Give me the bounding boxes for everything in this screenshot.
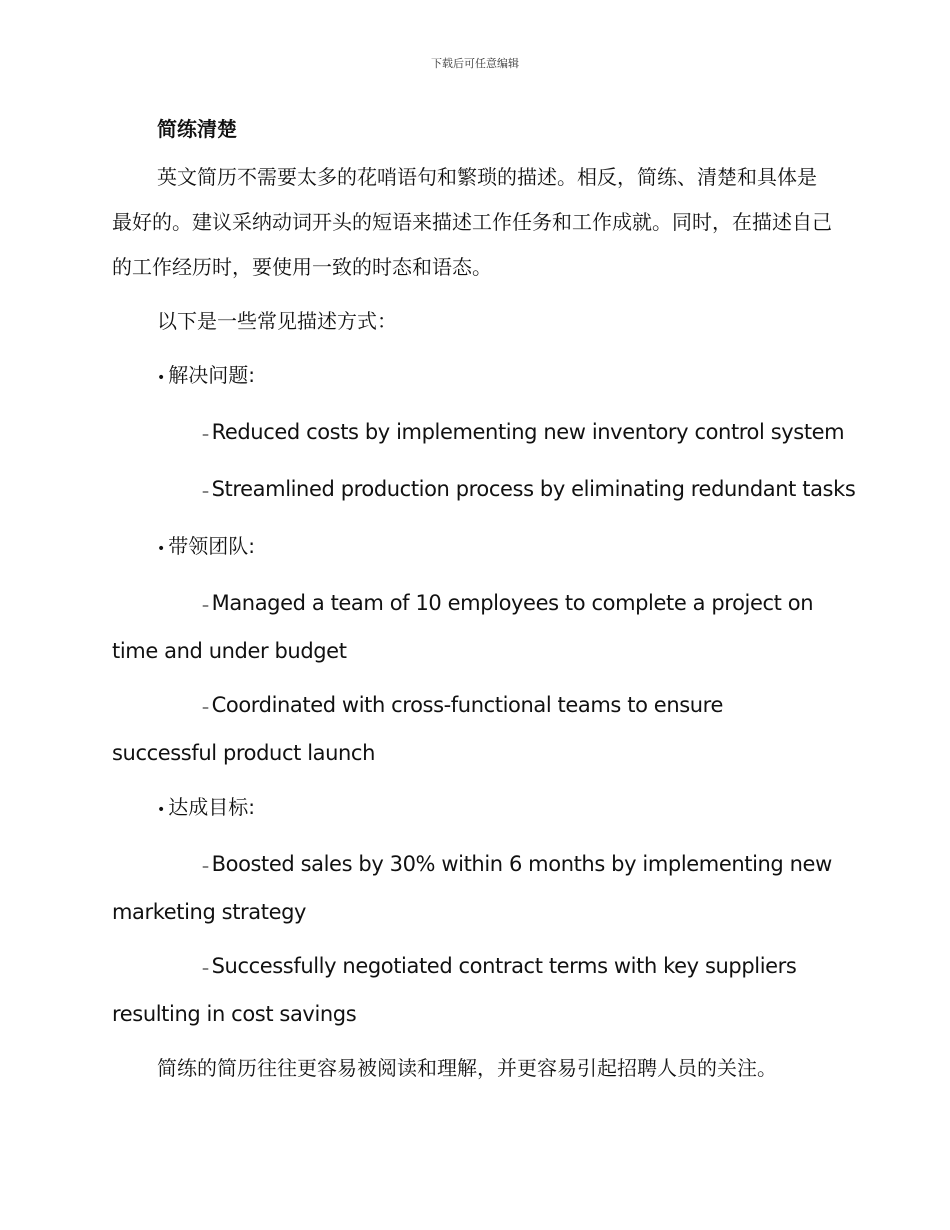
bullet-dot-icon: • bbox=[157, 541, 166, 557]
dash-bullet-icon: – bbox=[202, 598, 209, 614]
dash-bullet-icon: – bbox=[202, 859, 209, 875]
list-item: – Boosted sales by 30% within 6 months by implementing new marketing strategy bbox=[112, 842, 832, 935]
dash-bullet-icon: – bbox=[202, 961, 209, 977]
list-item: – Managed a team of 10 employees to complete a project on time and under budget bbox=[112, 581, 832, 674]
group-label-problem-solving: • 解决问题: bbox=[112, 353, 832, 401]
document-body bbox=[112, 112, 856, 1091]
intro-paragraph: 英文简历不需要太多的花哨语句和繁琐的描述。相反，简练、清楚和具体是最好的。建议采纳动词开头的短语来描述工作任务和工作成就。同时，在描述自己的工作经历时，要使用一致的时态和语态。 bbox=[112, 165, 832, 279]
bullet-dot-icon: • bbox=[157, 370, 166, 386]
list-item: – Streamlined production process by eliminating redundant tasks bbox=[112, 467, 832, 515]
dash-bullet-icon: – bbox=[202, 484, 209, 500]
page-header-note: 下载后可任意编辑 bbox=[431, 57, 519, 70]
dash-bullet-icon: – bbox=[202, 427, 209, 443]
bullet-dot-icon: • bbox=[157, 802, 166, 818]
group-label-goal-achievement: • 达成目标: bbox=[112, 785, 832, 833]
lead-line: 以下是一些常见描述方式： bbox=[157, 309, 397, 333]
list-item: – Successfully negotiated contract terms with key suppliers resulting in cost savings bbox=[112, 944, 832, 1037]
conclusion-paragraph: 简练的简历往往更容易被阅读和理解，并更容易引起招聘人员的关注。 bbox=[157, 1056, 777, 1080]
section-title: 简练清楚 bbox=[157, 117, 237, 141]
list-item: – Reduced costs by implementing new inventory control system bbox=[112, 410, 832, 458]
dash-bullet-icon: – bbox=[202, 700, 209, 716]
group-label-team-leadership: • 带领团队: bbox=[112, 524, 832, 572]
list-item: – Coordinated with cross-functional teams to ensure successful product launch bbox=[112, 683, 832, 776]
